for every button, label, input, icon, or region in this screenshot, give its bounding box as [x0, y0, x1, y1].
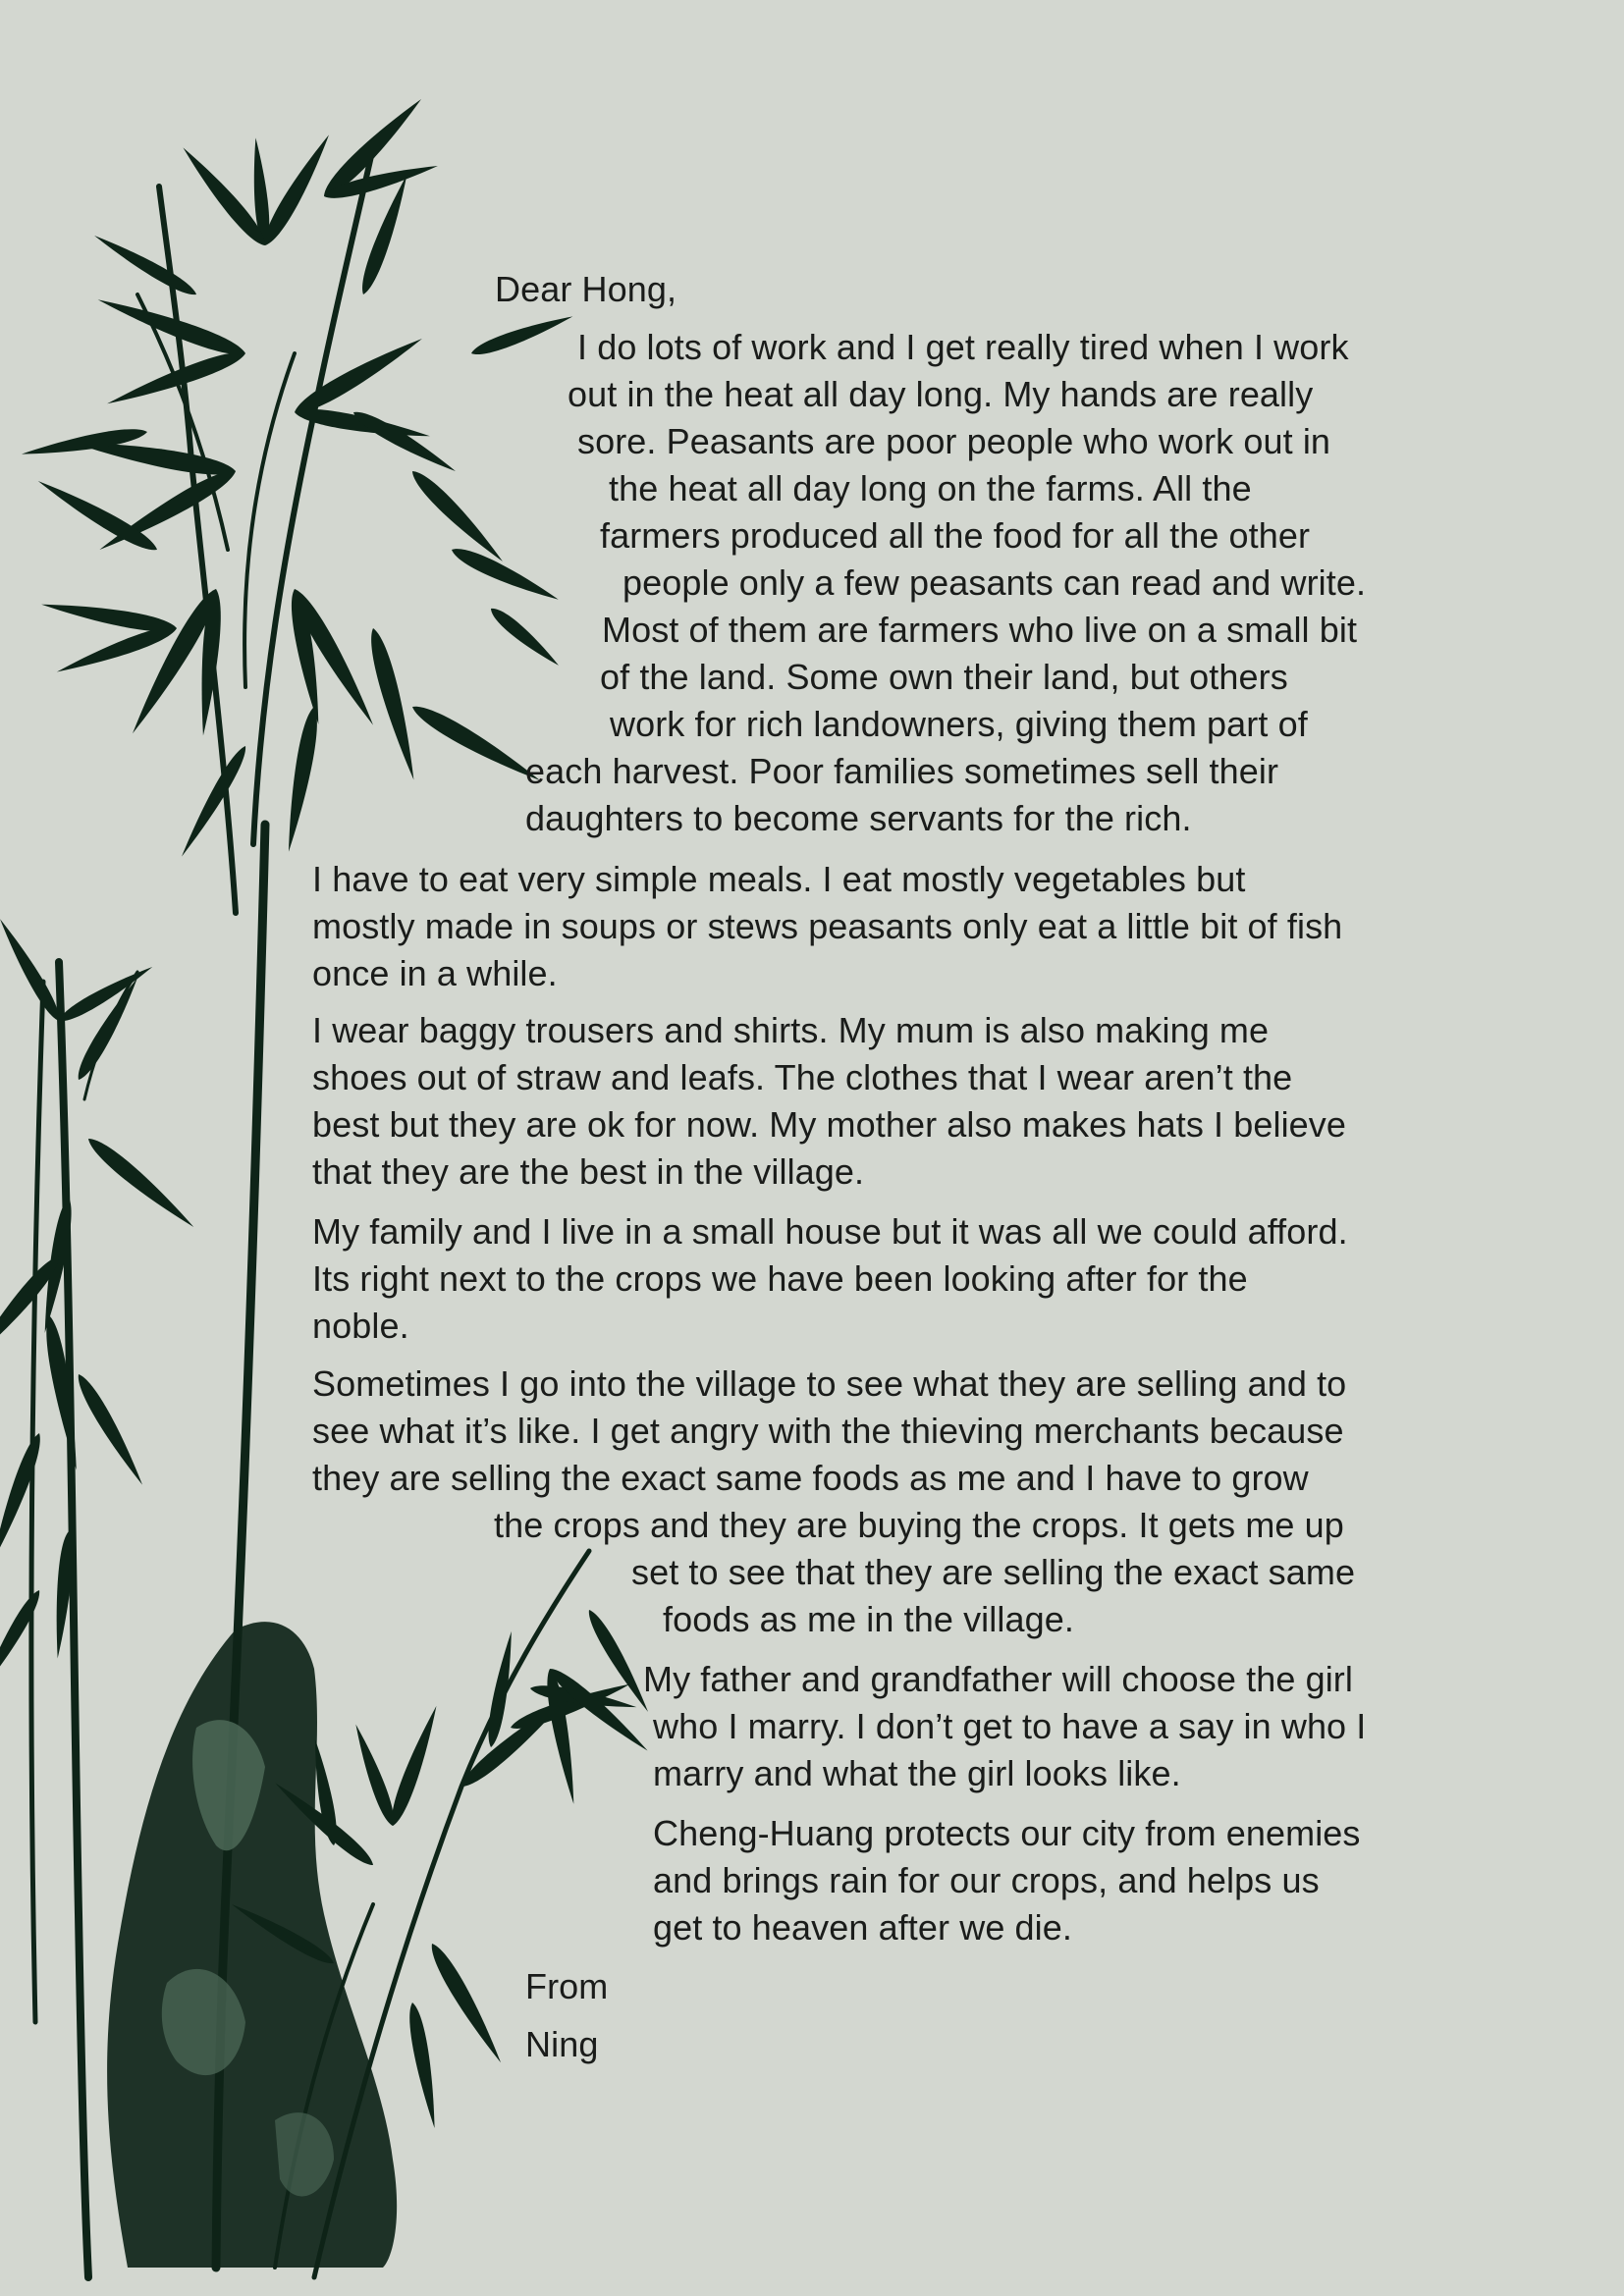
letter-line: people only a few peasants can read and write.	[623, 562, 1367, 603]
letter-line: and brings rain for our crops, and helps us	[653, 1860, 1320, 1900]
signature: Ning	[525, 2024, 599, 2064]
letter-line: daughters to become servants for the rich.	[525, 798, 1192, 838]
letter-line: set to see that they are selling the exact same	[631, 1552, 1356, 1592]
letter-line: Most of them are farmers who live on a small bit	[602, 610, 1358, 650]
letter-line: Its right next to the crops we have been looking after for the	[312, 1258, 1248, 1299]
letter-line: they are selling the exact same foods as me and I have to grow	[312, 1458, 1309, 1498]
salutation: Dear Hong,	[495, 269, 677, 309]
letter-line: that they are the best in the village.	[312, 1151, 865, 1192]
letter-line: shoes out of straw and leafs. The clothes that I wear aren’t the	[312, 1057, 1293, 1097]
letter-line: foods as me in the village.	[663, 1599, 1074, 1639]
letter-line: I have to eat very simple meals. I eat mostly vegetables but	[312, 859, 1246, 899]
letter-line: once in a while.	[312, 953, 558, 993]
letter-line: My family and I live in a small house but it was all we could afford.	[312, 1211, 1348, 1252]
letter-line: best but they are ok for now. My mother also makes hats I believe	[312, 1104, 1347, 1145]
letter-line: the heat all day long on the farms. All the	[609, 468, 1252, 508]
letter-line: work for rich landowners, giving them part of	[610, 704, 1308, 744]
letter-line: get to heaven after we die.	[653, 1907, 1072, 1948]
letter-line: marry and what the girl looks like.	[653, 1753, 1181, 1793]
letter-line: who I marry. I don’t get to have a say in who I	[653, 1706, 1367, 1746]
letter-line: each harvest. Poor families sometimes sell their	[525, 751, 1279, 791]
closing: From	[525, 1966, 609, 2006]
letter-line: I do lots of work and I get really tired when I work	[577, 327, 1349, 367]
letter-line: farmers produced all the food for all the other	[600, 515, 1311, 556]
letter-line: out in the heat all day long. My hands are really	[568, 374, 1314, 414]
letter-line: Sometimes I go into the village to see what they are selling and to	[312, 1363, 1347, 1404]
letter-line: Cheng-Huang protects our city from enemies	[653, 1813, 1361, 1853]
letter-line: mostly made in soups or stews peasants only eat a little bit of fish	[312, 906, 1343, 946]
letter-line: the crops and they are buying the crops. It gets me up	[494, 1505, 1344, 1545]
letter-line: sore. Peasants are poor people who work out in	[577, 421, 1331, 461]
letter-line: I wear baggy trousers and shirts. My mum is also making me	[312, 1010, 1270, 1050]
letter-line: noble.	[312, 1306, 409, 1346]
letter-line: My father and grandfather will choose the girl	[643, 1659, 1353, 1699]
letter-line: see what it’s like. I get angry with the thieving merchants because	[312, 1411, 1344, 1451]
letter-line: of the land. Some own their land, but others	[600, 657, 1288, 697]
